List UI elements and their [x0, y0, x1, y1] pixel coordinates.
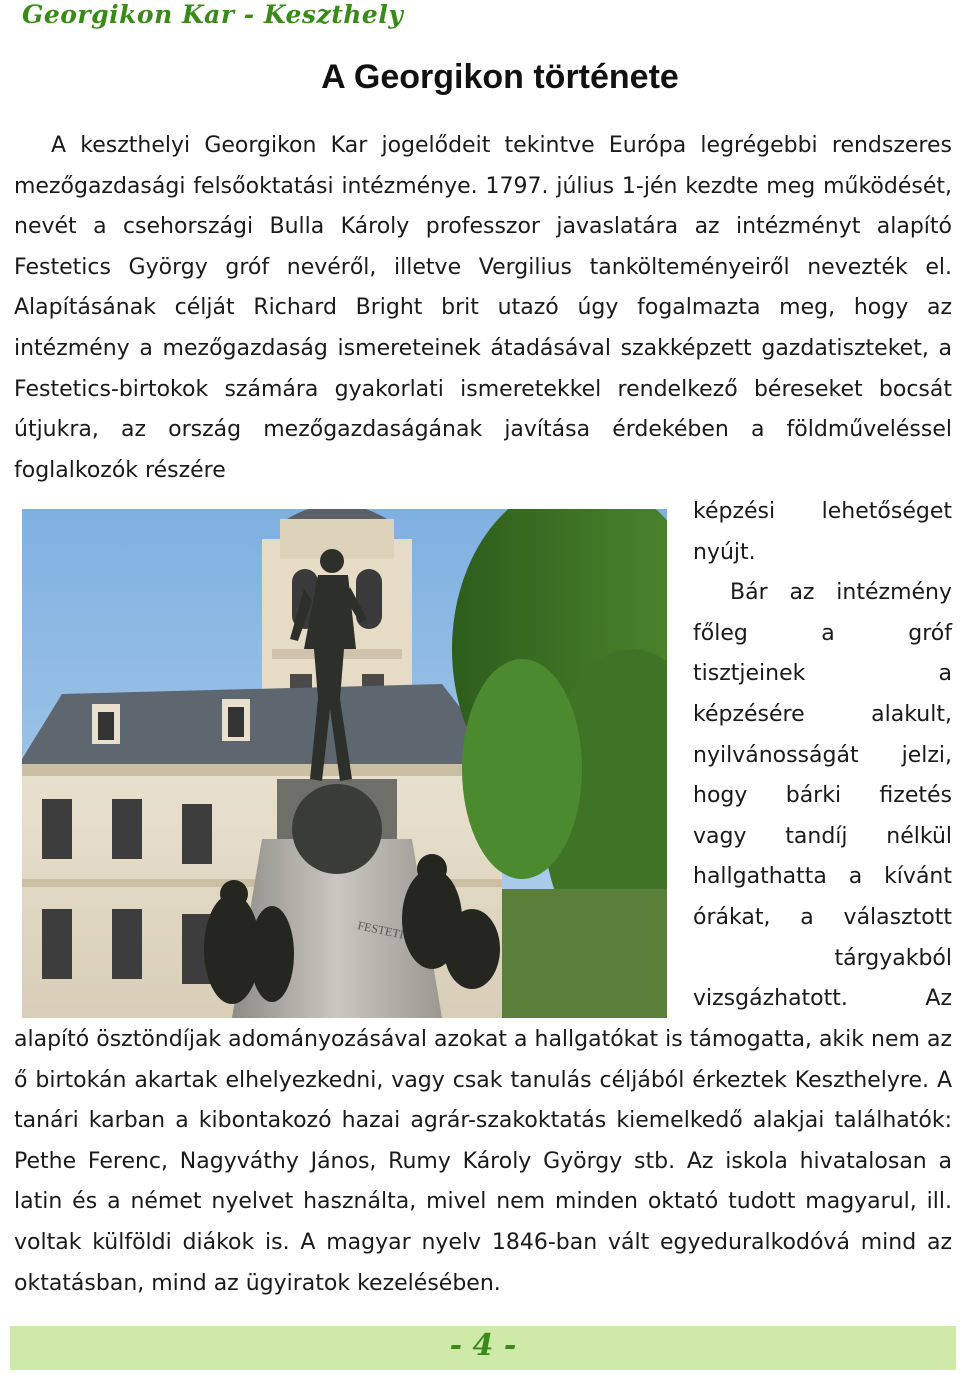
side-line: főleg a gróf — [693, 620, 952, 646]
body-text-side — [693, 492, 952, 1020]
side-line: tárgyakból — [834, 945, 952, 971]
side-line: képzésére alakult, — [693, 701, 952, 727]
side-line: nyújt. — [693, 539, 756, 565]
side-line: nyilvánosságát jelzi, — [693, 742, 952, 768]
statue-photo — [22, 509, 667, 1018]
side-line: képzési lehetőséget — [693, 499, 952, 524]
side-line: tisztjeinek a — [693, 661, 952, 687]
paragraph-continuation: alapító ösztöndíjak adományozásával azokat a hallgatókat is támogatta, akik nem az ő birtokán akartak elhelyezkedni, vagy csak tanulás céljából érkeztek Keszthelyre. A tanári karban a kibontakozó hazai agrár-szakoktatás kiemelkedő alakjai találhatók: Pethe Ferenc, Nagyváthy János, Rumy Károly György stb. Az iskola hivatalosan a latin és a német nyelvet használta, mivel nem minden oktató tudott magyarul, ill. voltak külföldi diákok is. A magyar nyelv 1846-ban vált egyeduralkodóvá mind az oktatásban, mind az ügyiratok kezelésében. — [14, 1027, 952, 1296]
side-line: vagy tandíj nélkül — [693, 823, 952, 849]
side-line: hallgathatta a kívánt — [693, 864, 952, 890]
side-line: órákat, a választott — [693, 904, 952, 930]
body-text-top — [14, 126, 952, 491]
page-number: - 4 - — [449, 1328, 517, 1363]
running-header: Georgikon Kar - Keszthely — [22, 0, 404, 29]
page-title: A Georgikon története — [321, 58, 679, 96]
body-text-bottom — [14, 1020, 952, 1304]
side-line: hogy bárki fizetés — [693, 783, 952, 809]
paragraph-intro: A keszthelyi Georgikon Kar jogelődeit tekintve Európa legrégebbi rendszeres mezőgazdasági felsőoktatási intézménye. 1797. július 1-jén kezdte meg működését, nevét a csehországi Bulla Károly professzor javaslatára az intézményt alapító Festetics György gróf nevéről, illetve Vergilius tankölteményeiről nevezték el. Alapításának célját Richard Bright brit utazó úgy fogalmazta meg, hogy az intézmény a mezőgazdaság ismereteinek átadásával szakképzett gazdatiszteket, a Festetics-birtokok számára gyakorlati ismeretekkel rendelkező béreseket bocsát útjukra, az ország mezőgazdaságának javítása érdekében a földműveléssel foglalkozók részére — [14, 133, 952, 483]
side-line: vizsgázhatott. Az — [693, 986, 952, 1012]
photo-festetics-statue — [22, 509, 667, 1018]
side-line: Bár az intézmény — [730, 580, 952, 606]
plinth-inscription: FESTETICS — [356, 918, 420, 945]
